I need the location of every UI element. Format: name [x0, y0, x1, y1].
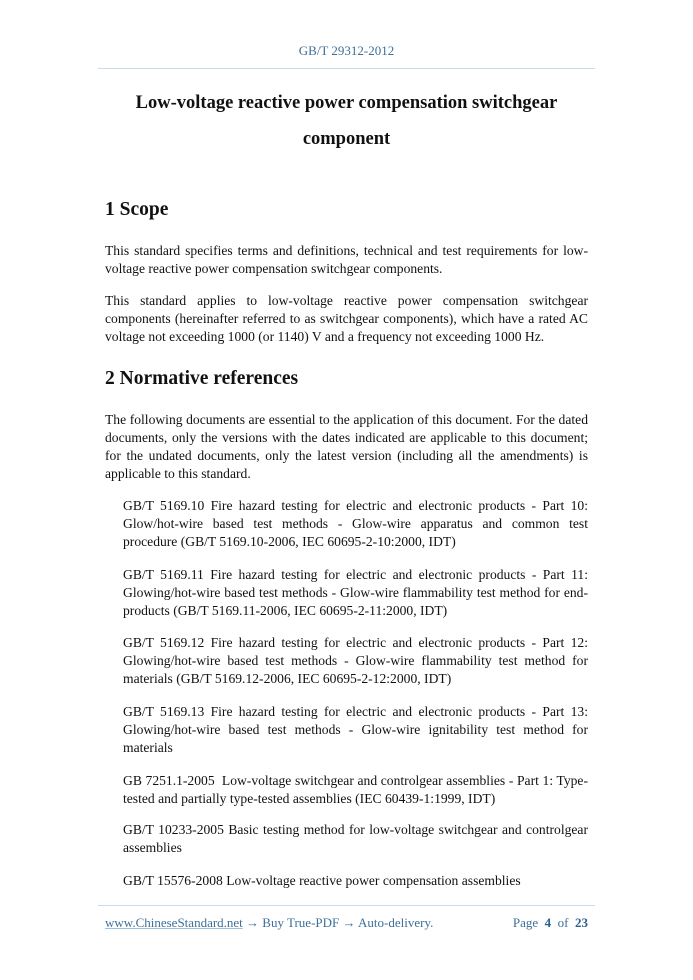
current-page: 4	[544, 915, 552, 930]
page-label: Page	[512, 915, 539, 930]
paragraph: This standard applies to low-voltage reactive power compensation switchgear components (hereinafter referred to as switchgear components), which have a rated AC voltage not exceeding 1000 (or 1140) V and a frequency not exceeding 1000 Hz.	[105, 293, 588, 344]
section-heading-scope: 1 Scope	[105, 199, 169, 220]
footer-divider	[98, 905, 595, 906]
document-title	[105, 85, 588, 157]
paragraph: The following documents are essential to the application of this document. For the dated documents, only the versions with the dates indicated are applicable to this document; for the undated documents, only the latest version (including all the amendments) is applicable to this standard.	[105, 412, 588, 481]
page-indicator	[513, 915, 588, 931]
reference-item: GB/T 5169.12 Fire hazard testing for electric and electronic products - Part 12: Glowing/hot-wire based test methods - Glow-wire flammability test method for materials (GB/T 5169.12-2006, IEC 60695-2-12:2000, IDT)	[123, 635, 588, 686]
reference-item: GB/T 5169.11 Fire hazard testing for electric and electronic products - Part 11: Glowing/hot-wire based test methods - Glow-wire flammability test method for end-products (GB/T 5169.11-2006, IEC 60695-2-11:2000, IDT)	[123, 567, 588, 618]
reference-item: GB/T 5169.10 Fire hazard testing for electric and electronic products - Part 10: Glow/hot-wire based test methods - Glow-wire apparatus and common test procedure (GB/T 5169.10-2006, IEC 60695-2-10:2000, IDT)	[123, 498, 588, 549]
reference-item: GB/T 5169.13 Fire hazard testing for electric and electronic products - Part 13: Glowing/hot-wire based test methods - Glow-wire ignitability test method for materials	[123, 704, 588, 755]
reference-item: GB/T 15576-2008 Low-voltage reactive power compensation assemblies	[123, 873, 521, 888]
total-pages: 23	[575, 915, 588, 930]
footer-promo-text: → Buy True-PDF → Auto-delivery.	[242, 915, 434, 930]
footer	[105, 915, 588, 931]
reference-item: GB/T 10233-2005 Basic testing method for low-voltage switchgear and controlgear assemblies	[123, 822, 588, 855]
header-divider	[98, 68, 595, 69]
title-line-1: Low-voltage reactive power compensation switchgear	[135, 93, 558, 113]
title-line-2: component	[302, 129, 391, 149]
section-heading-normative-references: 2 Normative references	[105, 368, 299, 389]
reference-item: GB 7251.1-2005 Low-voltage switchgear and controlgear assemblies - Part 1: Type-tested and partially type-tested assemblies (IEC 60439-1:1999, IDT)	[123, 773, 588, 806]
site-link[interactable]: www.ChineseStandard.net	[105, 915, 243, 930]
paragraph: This standard specifies terms and definitions, technical and test requirements for low-voltage reactive power compensation switchgear components.	[105, 243, 588, 276]
of-label: of	[557, 915, 569, 930]
header-doc-code: GB/T 29312-2012	[298, 43, 395, 58]
footer-promo	[105, 915, 433, 931]
